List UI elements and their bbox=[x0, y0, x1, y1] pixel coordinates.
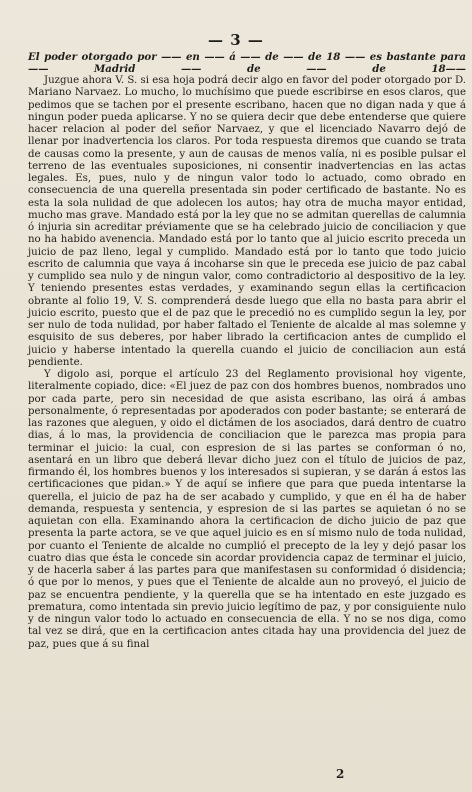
paragraph-1: Juzgue ahora V. S. si esa hoja podrá decir algo en favor del poder otorgado por D. Mariano Narvaez. Lo mucho, lo muchísimo que puede escribirse en esos claros, que pedimos que se tachen por el presente escribano, hacen que no digan nada y que á ningun poder pueda aplicarse. Y no se quiera decir que debe entenderse que quiere hacer relacion al poder del señor Narvaez, y que el licenciado Navarro dejó de llenar por inadvertencia los claros. Por toda respuesta diremos que cuando se trata de causas como la presente, y aun de causas de menos valía, ni es posible pulsar el terreno de las eventuales suposiciones, ni consentir inadvertencias en las actas legales. Es, pues, nulo y de ningun valor todo lo actuado, como obrado en consecuencia de una querella presentada sin poder certificado de bastante. No es esta la sola nulidad de que adolecen los autos; hay otra de mucha mayor entidad, mucho mas grave. Mandado está por la ley que no se admitan querellas de calumnia ó injuria sin acreditar préviamente que se ha celebrado juicio de conciliacion y que no ha habido avenencia. Mandado está por lo tanto que al juicio escrito preceda un juicio de paz lleno, legal y cumplido. Mandado está por lo tanto que todo juicio escrito de calumnia que vaya á incoharse sin que le preceda ese juicio de paz cabal y cumplido sea nulo y de ningun valor, como contradictorio al despositivo de la ley. Y teniendo presentes estas verdades, y examinando segun ellas la certificacion obrante al folio 19, V. S. comprenderá desde luego que ella no basta para abrir el juicio escrito, puesto que el de paz que le precedió no es cumplido segun la ley, por ser nulo de toda nulidad, por haber faltado el Teniente de alcalde al mas solemne y esquisito de sus deberes, por haber librado la certificacion antes de cumplido el juicio y haberse intentado la querella cuando el juicio de conciliacion aun está pendiente. bbox=[28, 75, 466, 368]
page-number: — 3 — bbox=[208, 31, 264, 49]
header-line: El poder otorgado por —— en —— á —— de —— de 18 —— es bastante para —— Madrid —— de —— de 18—— bbox=[28, 51, 466, 75]
body-text bbox=[28, 75, 466, 651]
signature-mark: 2 bbox=[336, 767, 345, 781]
paragraph-2: Y digolo asi, porque el artículo 23 del Reglamento provisional hoy vigente, literalmente copiado, dice: «El juez de paz con dos hombres buenos, nombrados uno por cada parte, pero sin necesidad de que asista escribano, las oirá á ambas personalmente, ó representadas por apoderados con poder bastante; se enterará de las razones que aleguen, y oido el dictámen de los asociados, dará dentro de cuatro dias, á lo mas, la providencia de conciliacion que le parezca mas propia para terminar el juicio: la cual, con espresion de si las partes se conforman ó no, asentará en un libro que deberá llevar dicho juez con el título de juicios de paz, firmando él, los hombres buenos y los interesados si supieran, y se darán á estos las certificaciones que pidan.» Y de aquí se infiere que para que pueda intentarse la querella, el juicio de paz ha de ser acabado y cumplido, y que en él ha de haber demanda, respuesta y sentencia, y espresion de si las partes se aquietan ó no se aquietan con ella. Examinando ahora la certificacion de dicho juicio de paz que presenta la parte actora, se ve que aquel juicio es en sí mismo nulo de toda nulidad, por cuanto el Teniente de alcalde no cumplió el precepto de la ley y dejó pasar los cuatro dias que ésta le concede sin acordar providencia capaz de terminar el juicio, y de hacerla saber á las partes para que manifestasen su conformidad ó disidencia; ó que por lo menos, y pues que el Teniente de alcalde aun no proveyó, el juicio de paz se encuentra pendiente, y la querella que se ha intentado en este juzgado es prematura, como intentada sin previo juicio legítimo de paz, y por consiguiente nulo y de ningun valor todo lo actuado en consecuencia de ella. Y no se nos diga, como tal vez se dirá, que en la certificacion antes citada hay una providencia del juez de paz, pues que á su final bbox=[28, 369, 466, 650]
